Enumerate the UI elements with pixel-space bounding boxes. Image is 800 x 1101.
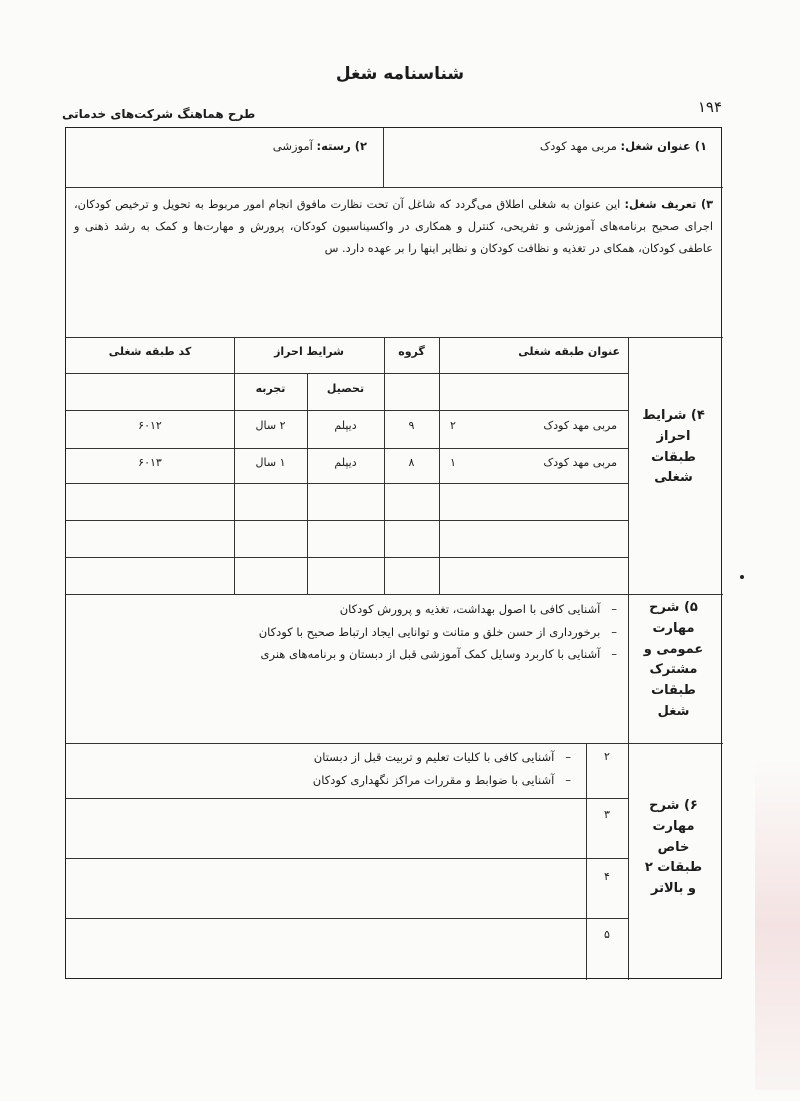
experience-cell: ۱ سال	[255, 456, 286, 469]
education-cell: دیپلم	[334, 419, 357, 432]
experience-cell: ۲ سال	[255, 419, 286, 432]
list-item: – آشنایی با ضوابط و مقررات مراکز نگهداری کودکان	[312, 773, 571, 787]
section4-label: ۴) شرایط احراز طبقات شغلی	[642, 408, 705, 486]
job-title-label: ۱) عنوان شغل:	[620, 139, 707, 153]
level-number: ۵	[604, 928, 610, 941]
page-number: ۱۹۴	[697, 98, 722, 116]
job-title-field	[540, 139, 707, 153]
row-divider	[66, 448, 628, 449]
job-card-table	[65, 127, 722, 979]
education-header: تحصیل	[326, 382, 365, 395]
page-title: شناسنامه شغل	[335, 64, 465, 84]
experience-header: تجربه	[255, 382, 286, 395]
list-item: – برخورداری از حسن خلق و متانت و توانایی ایجاد ارتباط صحیح با کودکان	[258, 625, 617, 639]
row-divider	[66, 410, 628, 411]
education-cell: دیپلم	[334, 456, 357, 469]
class-title-header: عنوان طبقه شغلی	[518, 345, 620, 358]
row-divider	[66, 337, 723, 338]
list-item: – آشنایی کافی با اصول بهداشت، تغذیه و پرورش کودکان	[339, 602, 617, 616]
definition-label: ۳) تعریف شغل:	[624, 198, 714, 211]
category-value: آموزشی	[272, 139, 313, 153]
job-definition	[74, 194, 713, 260]
section5-label: ۵) شرح مهارت عمومی و مشترک طبقات شغل	[643, 600, 704, 719]
level-number: ۳	[604, 808, 610, 821]
paper-stain	[755, 760, 800, 1090]
group-cell: ۹	[408, 419, 415, 432]
class-code-cell: ۶۰۱۲	[138, 419, 162, 432]
row-divider	[66, 187, 723, 188]
list-item: – آشنایی با کاربرد وسایل کمک آموزشی قبل از دبستان و برنامه‌های هنری	[260, 647, 617, 661]
definition-text: این عنوان به شغلی اطلاق می‌گردد که شاغل آن تحت نظارت مافوق انجام امور مربوط به تحویل و ترخیص کودکان، اجرای صحیح برنامه‌های آموزشی و تفریحی، کنترل و همکاری در واکسیناسیون کودکان، پرورش و مهارت‌ها و کمک به رشد ذهنی و عاطفی کودکان، همکای در تغذیه و نظافت کودکان و نظایر اینها را بر عهده دارد. س	[74, 198, 713, 255]
section6-label: ۶) شرح مهارت خاص طبقات ۲ و بالاتر	[644, 798, 703, 897]
level-number: ۴	[604, 870, 610, 883]
row-divider	[66, 594, 723, 595]
category-label: ۲) رسته:	[316, 139, 367, 153]
list-item: – آشنایی کافی با کلیات تعلیم و تربیت قبل از دبستان	[313, 750, 571, 764]
row-divider	[66, 520, 628, 521]
class-code-cell: ۶۰۱۳	[138, 456, 162, 469]
row-divider	[66, 557, 628, 558]
row-divider	[66, 858, 628, 859]
class-code-header: کد طبقه شغلی	[108, 345, 192, 358]
row-divider	[66, 798, 628, 799]
group-header: گروه	[398, 345, 425, 358]
row-divider	[66, 373, 628, 374]
job-title-value: مربی مهد کودک	[539, 139, 617, 153]
col-divider	[383, 128, 384, 187]
group-cell: ۸	[408, 456, 415, 469]
scan-speck	[740, 575, 744, 579]
class-title-cell: مربی مهد کودک	[543, 456, 617, 469]
page-subtitle: طرح هماهنگ شرکت‌های خدماتی	[62, 107, 256, 121]
row-divider	[66, 918, 628, 919]
class-level-cell: ۱	[450, 456, 456, 469]
category-field	[273, 139, 367, 153]
level-number: ۲	[604, 750, 610, 763]
row-divider	[66, 743, 723, 744]
class-level-cell: ۲	[450, 419, 456, 432]
row-divider	[66, 483, 628, 484]
col-divider	[586, 743, 587, 980]
requirements-header: شرایط احراز	[274, 345, 344, 358]
class-title-cell: مربی مهد کودک	[543, 419, 617, 432]
